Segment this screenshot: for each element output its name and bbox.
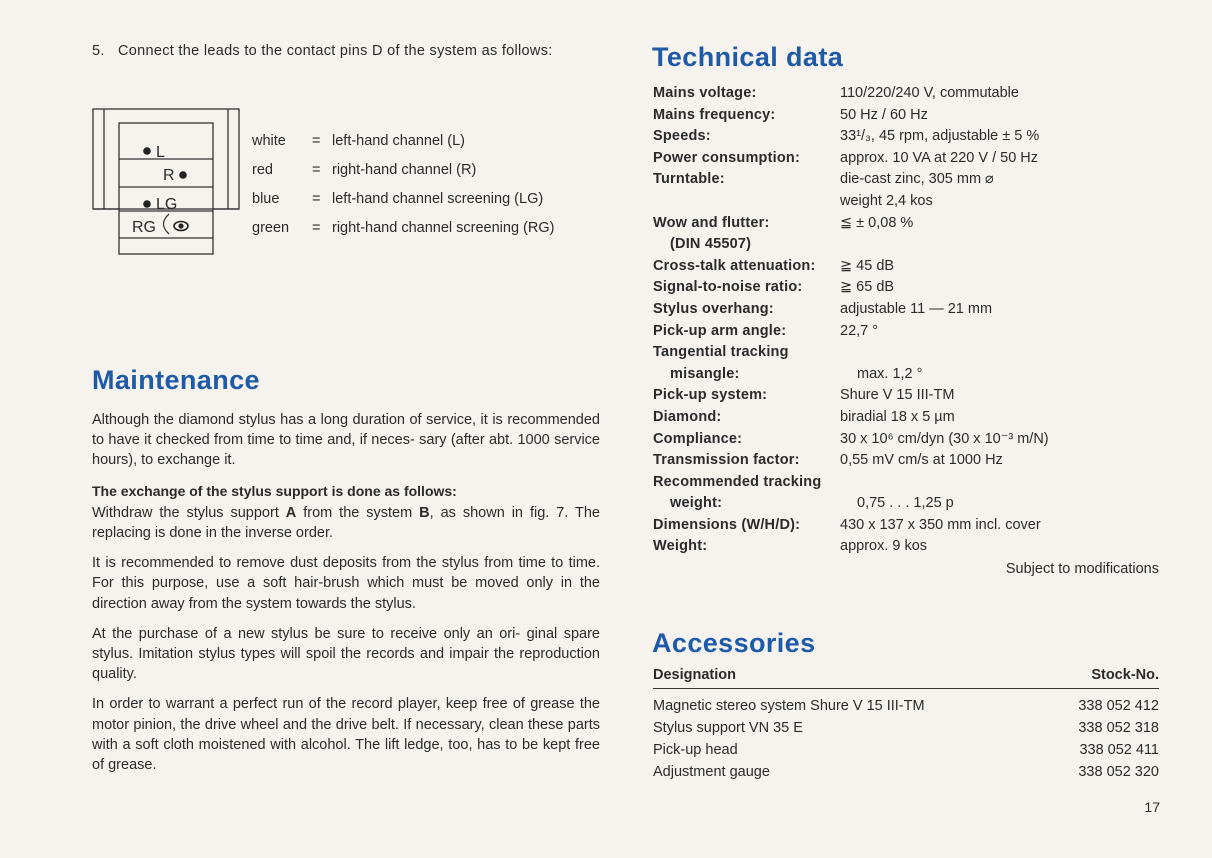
maintenance-heading: Maintenance <box>92 365 260 395</box>
spec-row <box>653 148 1161 170</box>
spec-value: 430 x 137 x 350 mm incl. cover <box>840 516 1041 533</box>
spec-row <box>653 126 1161 148</box>
spec-row <box>653 191 1161 213</box>
lead-row: white = left-hand channel (L) <box>252 132 465 149</box>
lead-row: green = right-hand channel screening (RG) <box>252 219 555 236</box>
spec-value: die-cast zinc, 305 mm ⌀ <box>840 171 994 188</box>
spec-label: (DIN 45507) <box>670 236 752 253</box>
spec-row <box>653 299 1161 321</box>
pin-diagram-figure <box>92 108 244 258</box>
spec-label: Stylus overhang: <box>653 300 774 317</box>
spec-value <box>840 342 1161 364</box>
lead-legend <box>252 126 554 242</box>
page-number: 17 <box>1144 799 1160 815</box>
step-text: Connect the leads to the contact pins D of the system as follows: <box>118 43 553 59</box>
spec-label: Mains voltage: <box>653 85 757 101</box>
spec-label: Mains frequency: <box>653 106 776 123</box>
pin-label-l: L <box>156 144 165 161</box>
accessory-row <box>653 761 1159 783</box>
spec-label: Pick-up arm angle: <box>653 322 787 339</box>
spec-row <box>653 407 1161 429</box>
spec-value: weight 2,4 kos <box>840 192 933 209</box>
spec-label: Cross-talk attenuation: <box>653 257 816 274</box>
accessory-row <box>653 695 1159 717</box>
spec-row <box>653 472 1161 494</box>
spec-label: Power consumption: <box>653 149 800 166</box>
maintenance-paragraph: It is recommended to remove dust deposits from the stylus from time to time. For this purpose, use a soft hair-brush which must be moved only in the direction away from the system towards the stylus. <box>92 555 600 612</box>
spec-row <box>653 493 1161 515</box>
spec-value <box>857 234 1161 256</box>
pin-lg-dot <box>143 200 151 208</box>
accessory-stock-no: 338 052 412 <box>1078 698 1159 714</box>
spec-value: approx. 9 kos <box>840 538 928 555</box>
spec-row <box>653 385 1161 407</box>
spec-value: 30 x 10⁶ cm/dyn (30 x 10⁻³ m/N) <box>840 430 1049 447</box>
accessories-header <box>653 667 1159 689</box>
spec-label: Tangential tracking <box>653 344 789 361</box>
spec-value: ≧ 65 dB <box>840 279 895 296</box>
subject-note: Subject to modifications <box>1005 561 1159 577</box>
maintenance-paragraph: At the purchase of a new stylus be sure to receive only an ori- ginal spare stylus. Imitation stylus types will spoil the records and impair the reproduction quality. <box>92 625 600 683</box>
spec-value: 22,7 ° <box>840 322 879 339</box>
spec-row <box>653 342 1161 364</box>
step-5 <box>92 42 600 61</box>
spec-row <box>653 450 1161 472</box>
accessory-stock-no: 338 052 411 <box>1079 742 1159 758</box>
spec-label: Recommended tracking <box>653 473 822 490</box>
spec-label <box>653 191 840 213</box>
spec-value: 33¹/₃, 45 rpm, adjustable ± 5 % <box>840 128 1040 145</box>
technical-data-heading: Technical data <box>652 42 844 72</box>
pin-diagram <box>92 108 244 258</box>
accessory-stock-no: 338 052 318 <box>1078 720 1159 736</box>
spec-label: Wow and flutter: <box>653 214 770 231</box>
spec-value: 50 Hz / 60 Hz <box>840 106 928 123</box>
spec-row <box>653 321 1161 343</box>
maintenance-subheading: The exchange of the stylus support is done as follows: <box>92 482 457 499</box>
spec-row <box>653 234 1161 256</box>
spec-label: misangle: <box>670 365 740 382</box>
accessory-designation: Stylus support VN 35 E <box>653 720 803 736</box>
accessory-designation: Adjustment gauge <box>653 764 770 780</box>
spec-value: biradial 18 x 5 µm <box>840 408 955 425</box>
spec-value: ≧ 45 dB <box>840 257 895 274</box>
col-stock-no: Stock-No. <box>1091 667 1159 683</box>
spec-value: adjustable 11 — 21 mm <box>840 300 993 317</box>
spec-label: Compliance: <box>653 430 743 447</box>
accessory-designation: Magnetic stereo system Shure V 15 III-TM <box>653 698 925 714</box>
pin-label-lg: LG <box>156 196 178 213</box>
spec-row <box>653 256 1161 278</box>
spec-value: ≦ ± 0,08 % <box>840 214 914 231</box>
spec-row <box>653 105 1161 127</box>
spec-row <box>653 277 1161 299</box>
pin-r-dot <box>179 171 187 179</box>
spec-value: 0,55 mV cm/s at 1000 Hz <box>840 452 1003 469</box>
spec-label: Transmission factor: <box>653 452 800 469</box>
accessory-row <box>653 739 1159 761</box>
maintenance-body <box>92 410 600 785</box>
lead-row: red = right-hand channel (R) <box>252 161 477 178</box>
spec-row <box>653 364 1161 386</box>
accessories-table <box>653 667 1159 783</box>
spec-label: Speeds: <box>653 128 711 145</box>
spec-row <box>653 429 1161 451</box>
maintenance-paragraph: Although the diamond stylus has a long duration of service, it is recommended to have it checked from time to time and, if neces- sary (after abt. 1000 service hours), to exchange it. <box>92 412 600 469</box>
accessory-stock-no: 338 052 320 <box>1078 764 1159 780</box>
spec-row <box>653 515 1161 537</box>
accessory-designation: Pick-up head <box>653 742 738 758</box>
spec-value: approx. 10 VA at 220 V / 50 Hz <box>840 149 1039 166</box>
spec-row <box>653 169 1161 191</box>
spec-value: Shure V 15 III-TM <box>840 387 955 404</box>
accessories-heading: Accessories <box>652 628 816 658</box>
spec-row <box>653 536 1161 558</box>
spec-value <box>840 472 1161 494</box>
spec-label: weight: <box>670 495 723 512</box>
spec-label: Pick-up system: <box>653 387 768 404</box>
spec-row <box>653 213 1161 235</box>
maintenance-paragraph: In order to warrant a perfect run of the record player, keep free of grease the motor pinion, the drive wheel and the drive belt. If necessary, clean these parts with a soft cloth moistened with alcohol. The lift ledge, too, has to be kept free of grease. <box>92 696 600 774</box>
spec-label: Weight: <box>653 538 708 555</box>
pin-label-rg: RG <box>132 219 156 236</box>
spec-label: Signal-to-noise ratio: <box>653 279 803 296</box>
accessories-rows <box>653 695 1159 783</box>
col-designation: Designation <box>653 667 736 683</box>
spec-label: Dimensions (W/H/D): <box>653 516 801 533</box>
pin-label-r: R <box>163 167 175 184</box>
spec-table <box>653 83 1161 558</box>
accessory-row <box>653 717 1159 739</box>
spec-value: 110/220/240 V, commutable <box>840 85 1019 101</box>
pin-l-dot <box>143 147 151 155</box>
spec-label: Turntable: <box>653 171 725 188</box>
spec-row <box>653 83 1161 105</box>
maintenance-paragraph: Withdraw the stylus support A from the system B, as shown in fig. 7. The replacing is done in the inverse order. <box>92 504 600 542</box>
spec-label: Diamond: <box>653 408 722 425</box>
step-number: 5. <box>92 43 105 59</box>
spec-value: max. 1,2 ° <box>857 365 923 382</box>
spec-value: 0,75 . . . 1,25 p <box>857 495 954 512</box>
lead-row: blue = left-hand channel screening (LG) <box>252 190 544 207</box>
